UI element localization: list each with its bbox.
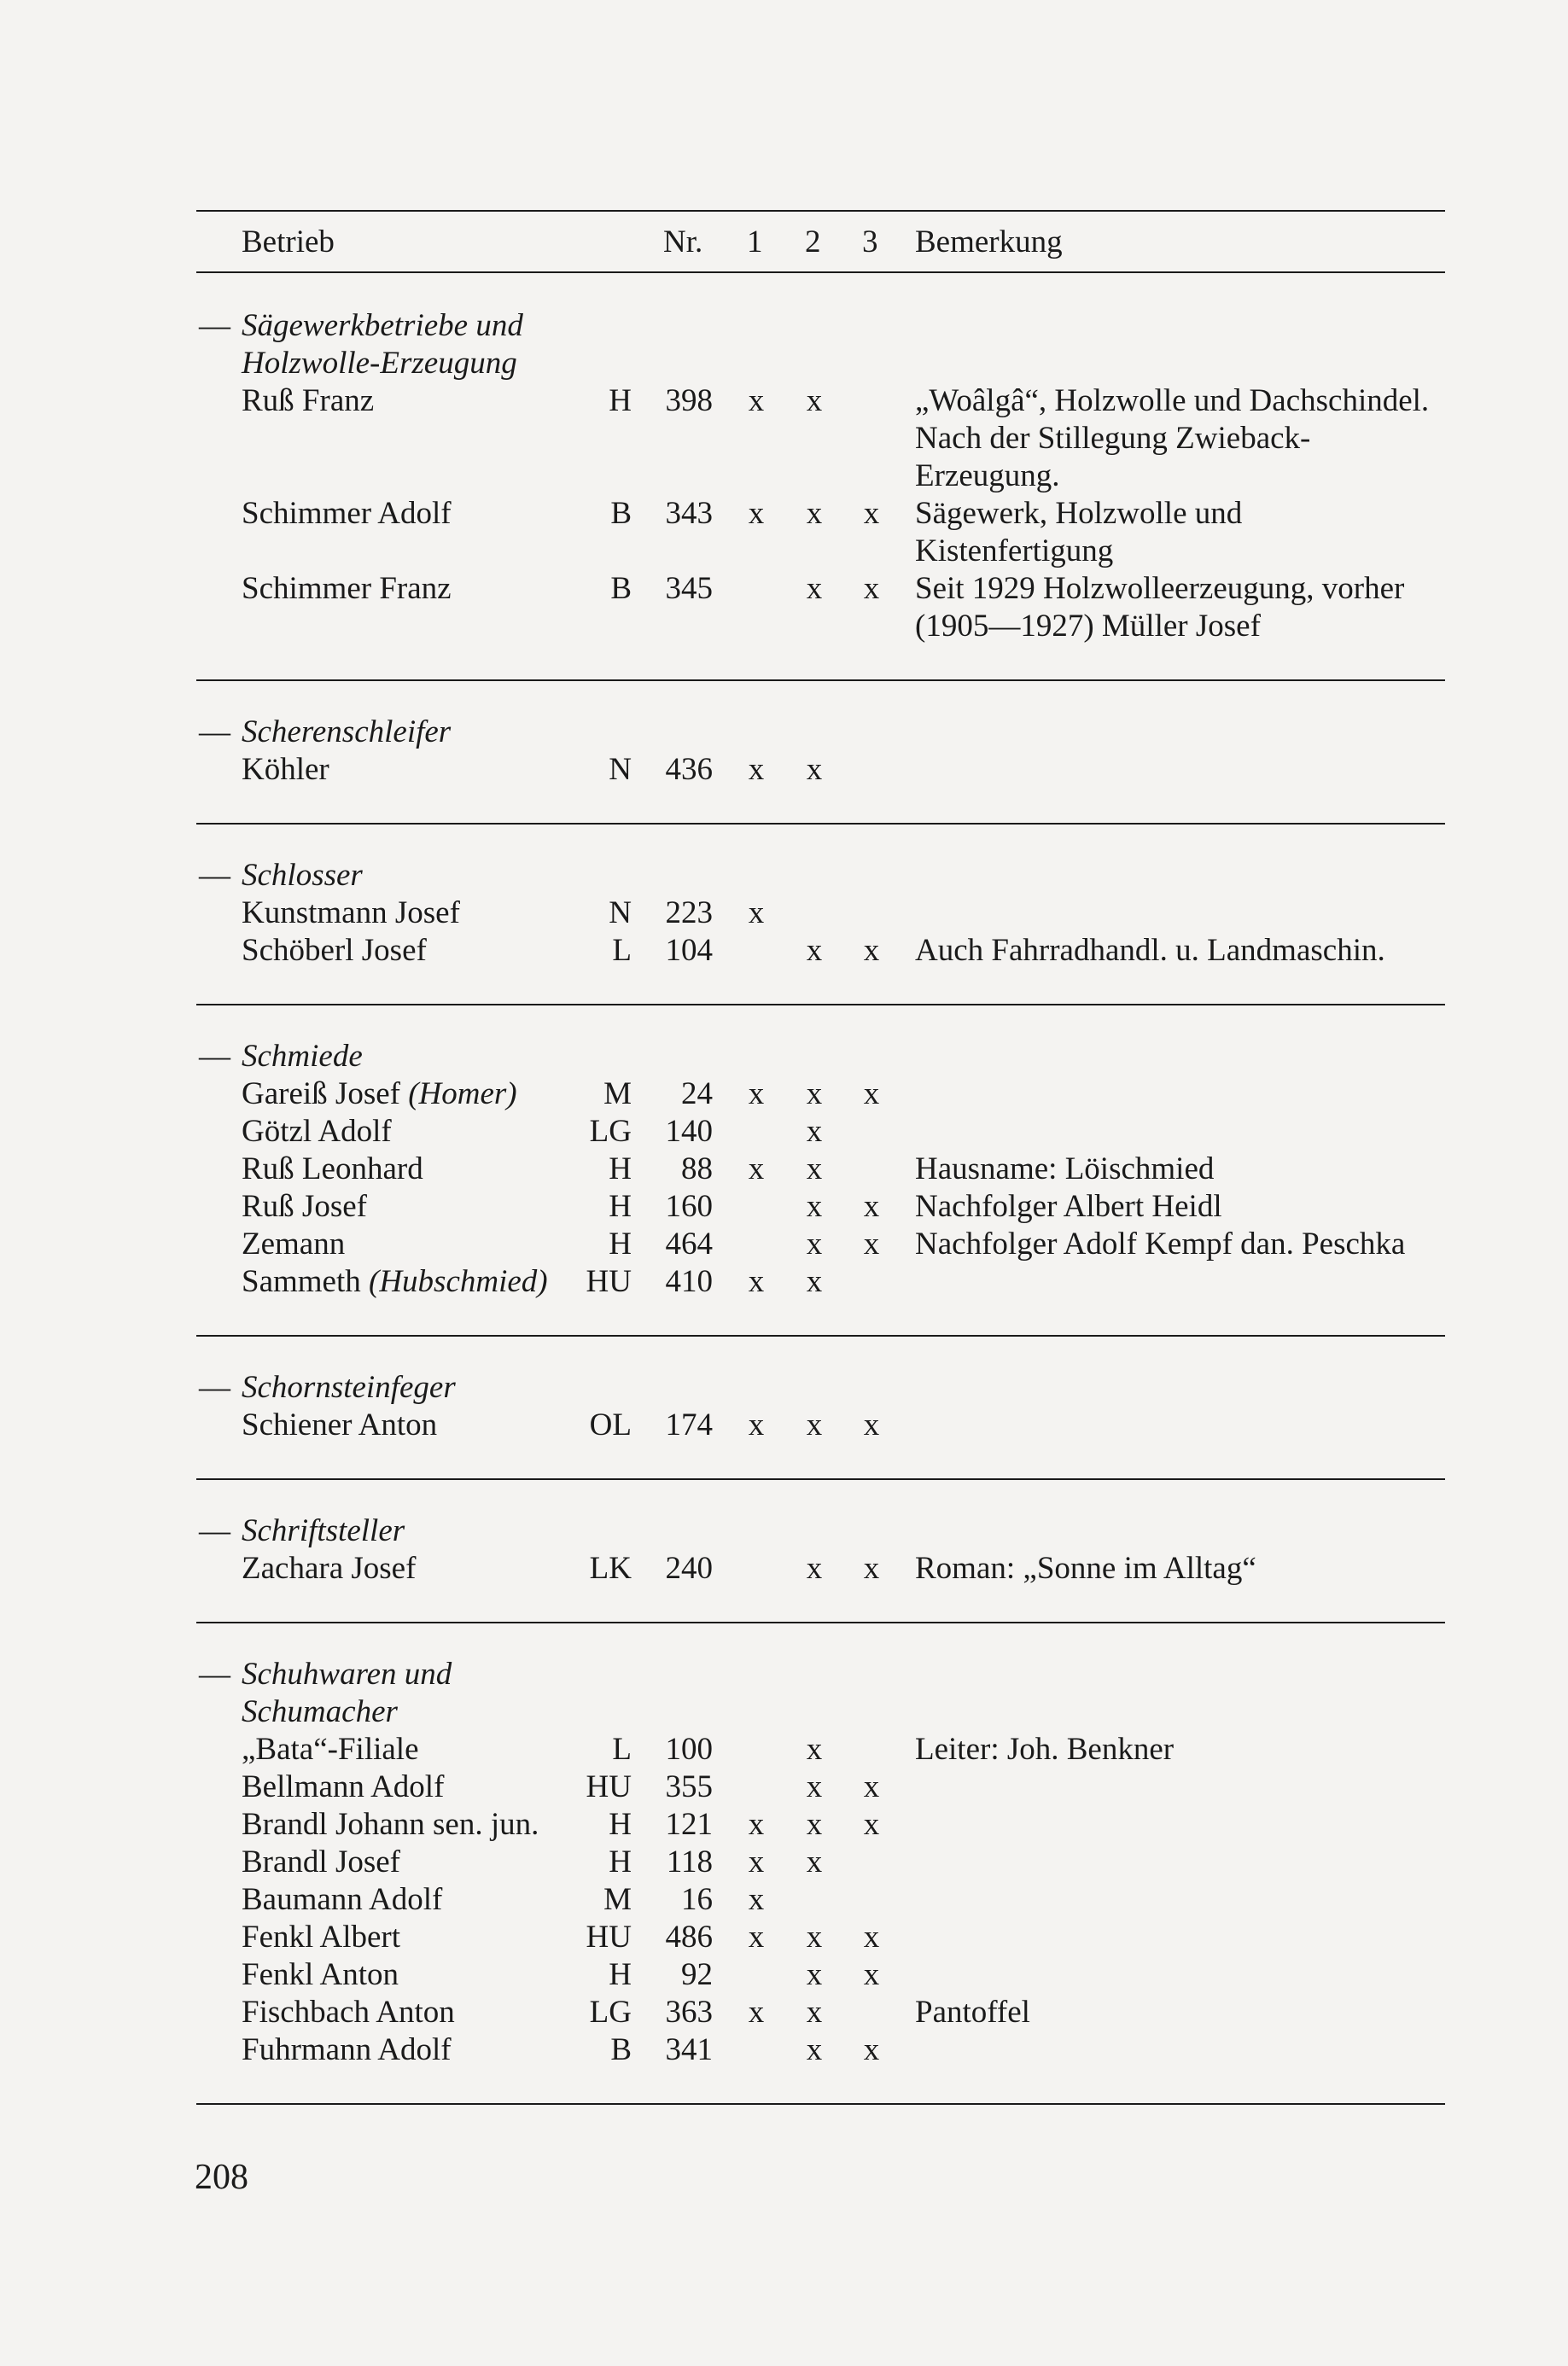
entry-name-text: Kunstmann Josef bbox=[242, 895, 460, 930]
entry-code: LG bbox=[589, 1114, 632, 1149]
entry-number: 410 bbox=[665, 1264, 713, 1299]
table-row bbox=[0, 1844, 1568, 1881]
entry-name bbox=[242, 1550, 416, 1588]
table-row bbox=[0, 1550, 1568, 1588]
entry-name-text: Fischbach Anton bbox=[242, 1995, 455, 2030]
entry-name bbox=[242, 1806, 539, 1844]
entry-name-text: Fenkl Anton bbox=[242, 1957, 399, 1992]
table-row bbox=[0, 1994, 1568, 2031]
entry-number: 24 bbox=[681, 1076, 713, 1111]
entry-mark-2: x bbox=[806, 496, 823, 531]
entry-mark-2: x bbox=[806, 1407, 823, 1442]
entry-mark-1: x bbox=[748, 383, 765, 418]
entry-name-text: Sammeth bbox=[242, 1264, 361, 1299]
entry-name bbox=[242, 570, 452, 608]
table-row bbox=[0, 751, 1568, 789]
entry-code: HU bbox=[586, 1920, 632, 1955]
header-col-3: 3 bbox=[862, 224, 878, 259]
section-block bbox=[0, 1623, 1568, 2105]
entry-mark-3: x bbox=[863, 1957, 880, 1992]
table-row bbox=[0, 1769, 1568, 1806]
entry-code: N bbox=[609, 752, 632, 787]
entry-mark-2: x bbox=[806, 1807, 823, 1842]
table-row bbox=[0, 932, 1568, 970]
entry-name bbox=[242, 1956, 399, 1994]
entry-code: B bbox=[610, 2032, 632, 2067]
entry-mark-3: x bbox=[863, 2032, 880, 2067]
entry-number: 464 bbox=[665, 1227, 713, 1262]
entry-name bbox=[242, 932, 427, 970]
header-nr: Nr. bbox=[663, 224, 703, 259]
section-dash: — bbox=[199, 1513, 230, 1548]
entry-name bbox=[242, 1226, 345, 1263]
entry-mark-2: x bbox=[806, 383, 823, 418]
entry-number: 140 bbox=[665, 1114, 713, 1149]
entry-code: M bbox=[603, 1882, 632, 1917]
section-block bbox=[0, 681, 1568, 825]
entry-number: 100 bbox=[665, 1732, 713, 1767]
section-title bbox=[0, 1512, 1568, 1550]
entry-number: 345 bbox=[665, 571, 713, 606]
entry-mark-3: x bbox=[863, 1189, 880, 1224]
entry-name-text: Ruß Franz bbox=[242, 383, 375, 418]
section-title bbox=[0, 1369, 1568, 1407]
entry-name-text: Zemann bbox=[242, 1227, 346, 1262]
section-dash: — bbox=[199, 308, 230, 343]
entry-mark-1: x bbox=[748, 1920, 765, 1955]
entry-remark: Nachfolger Albert Heidl bbox=[915, 1189, 1222, 1224]
entry-code: LG bbox=[589, 1995, 632, 2030]
entry-number: 363 bbox=[665, 1995, 713, 2030]
section-dash: — bbox=[199, 1657, 230, 1692]
entry-name bbox=[242, 895, 460, 932]
header-betrieb: Betrieb bbox=[242, 224, 335, 259]
entry-mark-3: x bbox=[863, 1769, 880, 1804]
entry-mark-2: x bbox=[806, 1551, 823, 1586]
entry-name bbox=[242, 1919, 400, 1956]
entry-mark-2: x bbox=[806, 1920, 823, 1955]
entry-remark: „Woâlgâ“, Holzwolle und Dachschindel. Nach der Stillegung Zwieback-Erzeugung. bbox=[915, 383, 1430, 493]
entry-code: L bbox=[612, 1732, 632, 1767]
entry-mark-1: x bbox=[748, 1882, 765, 1917]
section-title-text: Schriftsteller bbox=[242, 1513, 405, 1548]
entry-code: H bbox=[609, 1189, 632, 1224]
entry-name bbox=[242, 751, 329, 789]
table-row bbox=[0, 1956, 1568, 1994]
entry-code: B bbox=[610, 571, 632, 606]
entry-mark-1: x bbox=[748, 496, 765, 531]
entry-mark-3: x bbox=[863, 571, 880, 606]
table-row bbox=[0, 382, 1568, 495]
section-title-text: Schuhwaren und bbox=[242, 1657, 452, 1692]
section-block bbox=[0, 1005, 1568, 1337]
entry-name bbox=[242, 2031, 452, 2069]
entry-name-text: Götzl Adolf bbox=[242, 1114, 392, 1149]
entry-mark-2: x bbox=[806, 1844, 823, 1879]
entry-number: 343 bbox=[665, 496, 713, 531]
section-dash: — bbox=[199, 1370, 230, 1405]
entry-code: H bbox=[609, 1844, 632, 1879]
entry-name bbox=[242, 495, 452, 533]
entry-mark-2: x bbox=[806, 1957, 823, 1992]
entry-name-text: Brandl Josef bbox=[242, 1844, 400, 1879]
entry-mark-2: x bbox=[806, 752, 823, 787]
entry-name bbox=[242, 1113, 392, 1151]
entry-remark: Auch Fahrradhandl. u. Landmaschin. bbox=[915, 933, 1385, 968]
entry-code: H bbox=[609, 1151, 632, 1186]
entry-mark-2: x bbox=[806, 933, 823, 968]
header-col-1: 1 bbox=[747, 224, 763, 259]
entry-name-text: „Bata“-Filiale bbox=[242, 1732, 419, 1767]
header-top-rule bbox=[196, 210, 1445, 212]
section-title bbox=[0, 1656, 1568, 1693]
header-col-2: 2 bbox=[805, 224, 821, 259]
entry-remark: Leiter: Joh. Benkner bbox=[915, 1732, 1175, 1767]
entry-number: 486 bbox=[665, 1920, 713, 1955]
section-title-text: Holzwolle-Erzeugung bbox=[242, 346, 517, 381]
section-title-text: Schornsteinfeger bbox=[242, 1370, 456, 1405]
entry-code: H bbox=[609, 1807, 632, 1842]
entry-number: 355 bbox=[665, 1769, 713, 1804]
entry-number: 341 bbox=[665, 2032, 713, 2067]
table-row bbox=[0, 1151, 1568, 1188]
entry-number: 88 bbox=[681, 1151, 713, 1186]
entry-mark-2: x bbox=[806, 1995, 823, 2030]
entry-mark-3: x bbox=[863, 1807, 880, 1842]
section-block bbox=[0, 1337, 1568, 1480]
entry-name-alias: (Homer) bbox=[408, 1076, 517, 1111]
table-row bbox=[0, 1113, 1568, 1151]
entry-name bbox=[242, 1881, 442, 1919]
entry-name-text: Schimmer Franz bbox=[242, 571, 452, 606]
table-row bbox=[0, 1226, 1568, 1263]
entry-name-alias: (Hubschmied) bbox=[369, 1264, 548, 1299]
section-title-text: Scherenschleifer bbox=[242, 714, 452, 749]
entry-mark-3: x bbox=[863, 496, 880, 531]
entry-name bbox=[242, 1188, 367, 1226]
entry-code: N bbox=[609, 895, 632, 930]
entry-code: OL bbox=[589, 1407, 632, 1442]
entry-name-text: Brandl Johann sen. jun. bbox=[242, 1807, 539, 1842]
entry-number: 223 bbox=[665, 895, 713, 930]
table-row bbox=[0, 895, 1568, 932]
table-row bbox=[0, 570, 1568, 645]
table-body bbox=[0, 275, 1568, 2105]
entry-number: 16 bbox=[681, 1882, 713, 1917]
section-title-text: Schmiede bbox=[242, 1039, 363, 1074]
entry-mark-2: x bbox=[806, 1264, 823, 1299]
entry-mark-1: x bbox=[748, 1407, 765, 1442]
entry-name bbox=[242, 1263, 548, 1301]
section-dash: — bbox=[199, 1039, 230, 1074]
entry-name-text: Baumann Adolf bbox=[242, 1882, 443, 1917]
section-title bbox=[0, 307, 1568, 345]
entry-number: 240 bbox=[665, 1551, 713, 1586]
entry-code: B bbox=[610, 496, 632, 531]
table-row bbox=[0, 1188, 1568, 1226]
entry-mark-1: x bbox=[748, 1151, 765, 1186]
section-title-text: Schlosser bbox=[242, 858, 363, 893]
entry-name-text: Schöberl Josef bbox=[242, 933, 427, 968]
entry-mark-3: x bbox=[863, 1920, 880, 1955]
entry-remark: Hausname: Löischmied bbox=[915, 1151, 1215, 1186]
entry-code: H bbox=[609, 383, 632, 418]
entry-mark-3: x bbox=[863, 1407, 880, 1442]
entry-name bbox=[242, 1731, 419, 1769]
entry-name-text: Fuhrmann Adolf bbox=[242, 2032, 452, 2067]
entry-remark: Sägewerk, Holzwolle und Kistenfertigung bbox=[915, 496, 1243, 568]
entry-mark-2: x bbox=[806, 1769, 823, 1804]
header-bemerkung: Bemerkung bbox=[915, 224, 1063, 259]
entry-mark-2: x bbox=[806, 2032, 823, 2067]
entry-name bbox=[242, 1844, 400, 1881]
entry-remark: Seit 1929 Holzwolleerzeugung, vorher (1905—1927) Müller Josef bbox=[915, 571, 1405, 644]
section-title-text: Sägewerkbetriebe und bbox=[242, 308, 523, 343]
entry-mark-2: x bbox=[806, 571, 823, 606]
entry-remark: Pantoffel bbox=[915, 1995, 1030, 2030]
entry-name bbox=[242, 382, 374, 420]
entry-number: 174 bbox=[665, 1407, 713, 1442]
table-row bbox=[0, 1919, 1568, 1956]
entry-mark-2: x bbox=[806, 1151, 823, 1186]
section-block bbox=[0, 825, 1568, 1005]
section-title bbox=[0, 714, 1568, 751]
entry-name bbox=[242, 1769, 444, 1806]
table-row bbox=[0, 1881, 1568, 1919]
section-title bbox=[0, 857, 1568, 895]
page-number: 208 bbox=[195, 2158, 248, 2197]
entry-number: 92 bbox=[681, 1957, 713, 1992]
table-row bbox=[0, 1806, 1568, 1844]
table-row bbox=[0, 1731, 1568, 1769]
entry-number: 118 bbox=[666, 1844, 713, 1879]
entry-mark-2: x bbox=[806, 1076, 823, 1111]
section-title bbox=[0, 345, 1568, 382]
entry-mark-1: x bbox=[748, 1844, 765, 1879]
table-row bbox=[0, 2031, 1568, 2069]
entry-name bbox=[242, 1994, 455, 2031]
entry-number: 160 bbox=[665, 1189, 713, 1224]
entry-code: HU bbox=[586, 1769, 632, 1804]
entry-mark-3: x bbox=[863, 933, 880, 968]
section-title-text: Schumacher bbox=[242, 1694, 398, 1729]
entry-name bbox=[242, 1151, 423, 1188]
entry-name-text: Ruß Leonhard bbox=[242, 1151, 423, 1186]
entry-name-text: Schiener Anton bbox=[242, 1407, 438, 1442]
entry-mark-1: x bbox=[748, 1807, 765, 1842]
section-title bbox=[0, 1693, 1568, 1731]
header-bottom-rule bbox=[196, 271, 1445, 273]
entry-name-text: Bellmann Adolf bbox=[242, 1769, 445, 1804]
entry-name-text: Köhler bbox=[242, 752, 329, 787]
entry-code: L bbox=[612, 933, 632, 968]
entry-name-text: Zachara Josef bbox=[242, 1551, 417, 1586]
entry-code: H bbox=[609, 1957, 632, 1992]
entry-mark-3: x bbox=[863, 1076, 880, 1111]
table-row bbox=[0, 1263, 1568, 1301]
entry-mark-2: x bbox=[806, 1227, 823, 1262]
entry-mark-2: x bbox=[806, 1189, 823, 1224]
entry-mark-3: x bbox=[863, 1551, 880, 1586]
entry-mark-3: x bbox=[863, 1227, 880, 1262]
section-block bbox=[0, 1480, 1568, 1623]
entry-number: 436 bbox=[665, 752, 713, 787]
table-row bbox=[0, 1407, 1568, 1444]
entry-number: 104 bbox=[665, 933, 713, 968]
entry-code: HU bbox=[586, 1264, 632, 1299]
entry-code: H bbox=[609, 1227, 632, 1262]
entry-name bbox=[242, 1075, 517, 1113]
entry-mark-1: x bbox=[748, 1995, 765, 2030]
section-dash: — bbox=[199, 858, 230, 893]
entry-mark-1: x bbox=[748, 1264, 765, 1299]
entry-mark-2: x bbox=[806, 1732, 823, 1767]
table-row bbox=[0, 1075, 1568, 1113]
section-dash: — bbox=[199, 714, 230, 749]
section-block bbox=[0, 275, 1568, 681]
entry-remark: Nachfolger Adolf Kempf dan. Peschka bbox=[915, 1227, 1406, 1262]
entry-code: LK bbox=[589, 1551, 632, 1586]
entry-name-text: Gareiß Josef bbox=[242, 1076, 400, 1111]
entry-mark-1: x bbox=[748, 895, 765, 930]
entry-code: M bbox=[603, 1076, 632, 1111]
entry-name-text: Schimmer Adolf bbox=[242, 496, 452, 531]
entry-number: 398 bbox=[665, 383, 713, 418]
entry-mark-2: x bbox=[806, 1114, 823, 1149]
entry-mark-1: x bbox=[748, 752, 765, 787]
entry-name-text: Ruß Josef bbox=[242, 1189, 367, 1224]
entry-name-text: Fenkl Albert bbox=[242, 1920, 401, 1955]
section-title bbox=[0, 1038, 1568, 1075]
entry-name bbox=[242, 1407, 437, 1444]
entry-mark-1: x bbox=[748, 1076, 765, 1111]
entry-remark: Roman: „Sonne im Alltag“ bbox=[915, 1551, 1256, 1586]
entry-number: 121 bbox=[665, 1807, 713, 1842]
table-row bbox=[0, 495, 1568, 570]
